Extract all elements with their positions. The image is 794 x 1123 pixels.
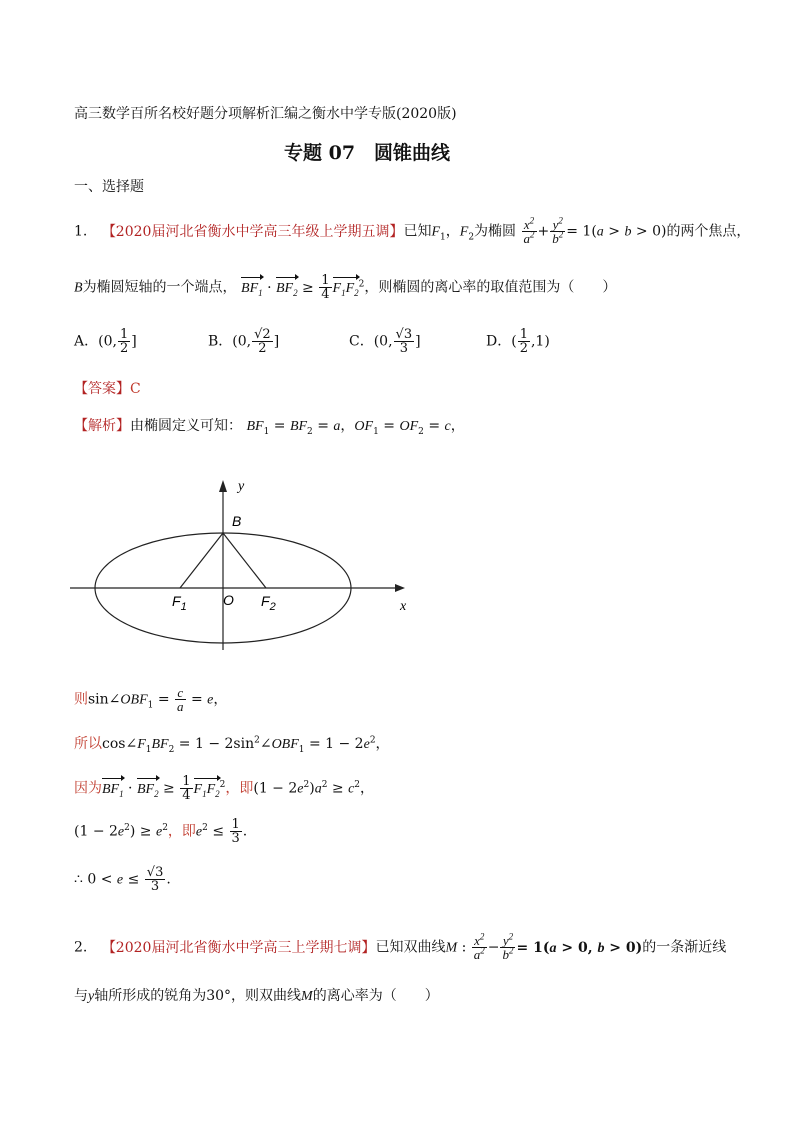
origin-label: O bbox=[223, 592, 234, 608]
document-title: 专题 07 圆锥曲线 bbox=[284, 142, 451, 164]
question-1-line-2: B为椭圆短轴的一个端点， $BF_1 \cdot BF_2$ ≥ $\frac{1}{4}$ $F_1F_2^2$，则椭圆的离心率的取值范围为（ ） bbox=[74, 273, 617, 302]
f1-label: $F_1$ bbox=[172, 593, 187, 613]
f2-label: $F_2$ bbox=[261, 593, 276, 613]
step-4: $(1 - 2e^2) \ge e^2$，即$e^2$ ≤ $\frac{1}{3}$ . bbox=[74, 817, 248, 846]
question-source: 【2020届河北省衡水中学高三上学期七调】 bbox=[101, 939, 376, 956]
question-2-line-1: 2. 【2020届河北省衡水中学高三上学期七调】已知双曲线M : $\frac{x^2}{a^2}$ − $\frac{y^2}{b^2}$ = 1(a > 0, b > 0)的一条渐近线 bbox=[74, 931, 727, 962]
option-d[interactable]: D．( $\frac{1}{2}$ ,1) bbox=[486, 327, 550, 356]
document-subtitle: 高三数学百所名校好题分项解析汇编之衡水中学专版(2020版) bbox=[74, 106, 457, 122]
step-1: 则$\sin\angle OBF_1$ = $\frac{c}{a}$ = e， bbox=[74, 685, 228, 714]
section-heading: 一、选择题 bbox=[74, 179, 144, 195]
answer-line bbox=[74, 378, 141, 398]
answer-label: 【答案】 bbox=[74, 381, 130, 397]
vector-inequality: $BF_1 \cdot BF_2$ ≥ $\frac{1}{4}$ $F_1F_2^2$ bbox=[241, 273, 365, 302]
analysis-label: 【解析】 bbox=[74, 418, 130, 434]
option-b[interactable]: B．(0, $\frac{√2}{2}$ ] bbox=[208, 327, 280, 356]
option-c[interactable]: C．(0, $\frac{√3}{3}$ ] bbox=[349, 327, 421, 356]
y-axis-arrow bbox=[219, 480, 227, 492]
x-axis-label: x bbox=[400, 599, 407, 614]
question-1-line-1: 1. 【2020届河北省衡水中学高三年级上学期五调】已知$F_1$，$F_2$为椭圆 $\frac{x^2}{a^2}$ + $\frac{y^2}{b^2}$ = 1(a > b > 0)的两个焦点， bbox=[74, 215, 751, 246]
step-2: 所以$\cos\angle F_1BF_2 = 1$ − $2\sin^2\angle OBF_1 = 1 - 2e^2$， bbox=[74, 735, 390, 755]
question-number: 1. bbox=[74, 223, 88, 240]
x-axis-arrow bbox=[395, 584, 405, 592]
analysis-line: 【解析】由椭圆定义可知： $BF_1 = BF_2 = a$，$OF_1 = OF_2 = c$， bbox=[74, 418, 465, 437]
segment-bf2 bbox=[223, 533, 266, 588]
step-3: 因为$BF_1 \cdot BF_2$ ≥ $\frac{1}{4}$ $F_1F_2^2$，即$(1 - 2e^2)a^2 \ge c^2$， bbox=[74, 774, 375, 803]
option-a[interactable]: A．(0, $\frac{1}{2}$ ] bbox=[74, 327, 137, 356]
ellipse-figure bbox=[60, 470, 420, 670]
step-5: ∴ 0 < e ≤ $\frac{√3}{3}$ . bbox=[74, 865, 171, 894]
point-b-label: B bbox=[232, 513, 242, 529]
answer-value: C bbox=[130, 381, 141, 397]
hyperbola-equation: $\frac{x^2}{a^2}$ bbox=[473, 931, 485, 962]
question-2-line-2: 与y轴所形成的锐角为30°，则双曲线M的离心率为（ ） bbox=[74, 988, 439, 1004]
segment-bf1 bbox=[180, 533, 223, 588]
question-source: 【2020届河北省衡水中学高三年级上学期五调】 bbox=[101, 223, 404, 240]
y-axis-label: y bbox=[238, 479, 245, 494]
ellipse-equation: $\frac{x^2}{a^2}$ bbox=[523, 215, 535, 246]
question-number: 2. bbox=[74, 939, 88, 956]
